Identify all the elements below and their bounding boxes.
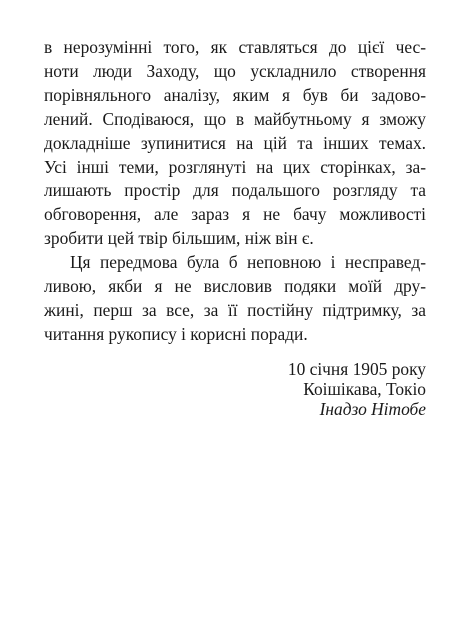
text-line: жині, перш за все, за її постійну підтримку, за (44, 299, 426, 320)
text-line: Ця передмова була б неповною і несправед- (70, 252, 426, 273)
text-line: читання рукопису і корисні поради. (44, 323, 308, 344)
signature-block (44, 359, 426, 419)
text-line: ливою, якби я не висловив подяки моїй дру- (44, 276, 426, 297)
text-line: лений. Сподіваюся, що в майбутньому я зможу (44, 108, 426, 129)
document-page (44, 36, 426, 419)
text-line: обговорення, але зараз я не бачу можливості (44, 204, 426, 225)
text-line: Усі інші теми, розглянуті на цих сторінках, за- (44, 156, 426, 177)
paragraph-2 (44, 251, 426, 347)
text-line: в нерозумінні того, як ставляться до цієї чес- (44, 37, 426, 57)
signature-date: 10 січня 1905 року (287, 358, 426, 379)
text-line: ноти люди Заходу, що ускладнило створення (44, 60, 426, 81)
text-line: порівняльного аналізу, яким я був би задово- (44, 84, 426, 105)
signature-place: Коішікава, Токіо (303, 378, 426, 399)
paragraph-1 (44, 36, 426, 251)
signature-author: Інадзо Нітобе (319, 398, 426, 419)
text-line: лишають простір для подальшого розгляду та (44, 180, 426, 201)
text-line: зробити цей твір більшим, ніж він є. (44, 228, 314, 249)
text-line: докладніше зупинитися на цій та інших темах. (44, 132, 426, 153)
